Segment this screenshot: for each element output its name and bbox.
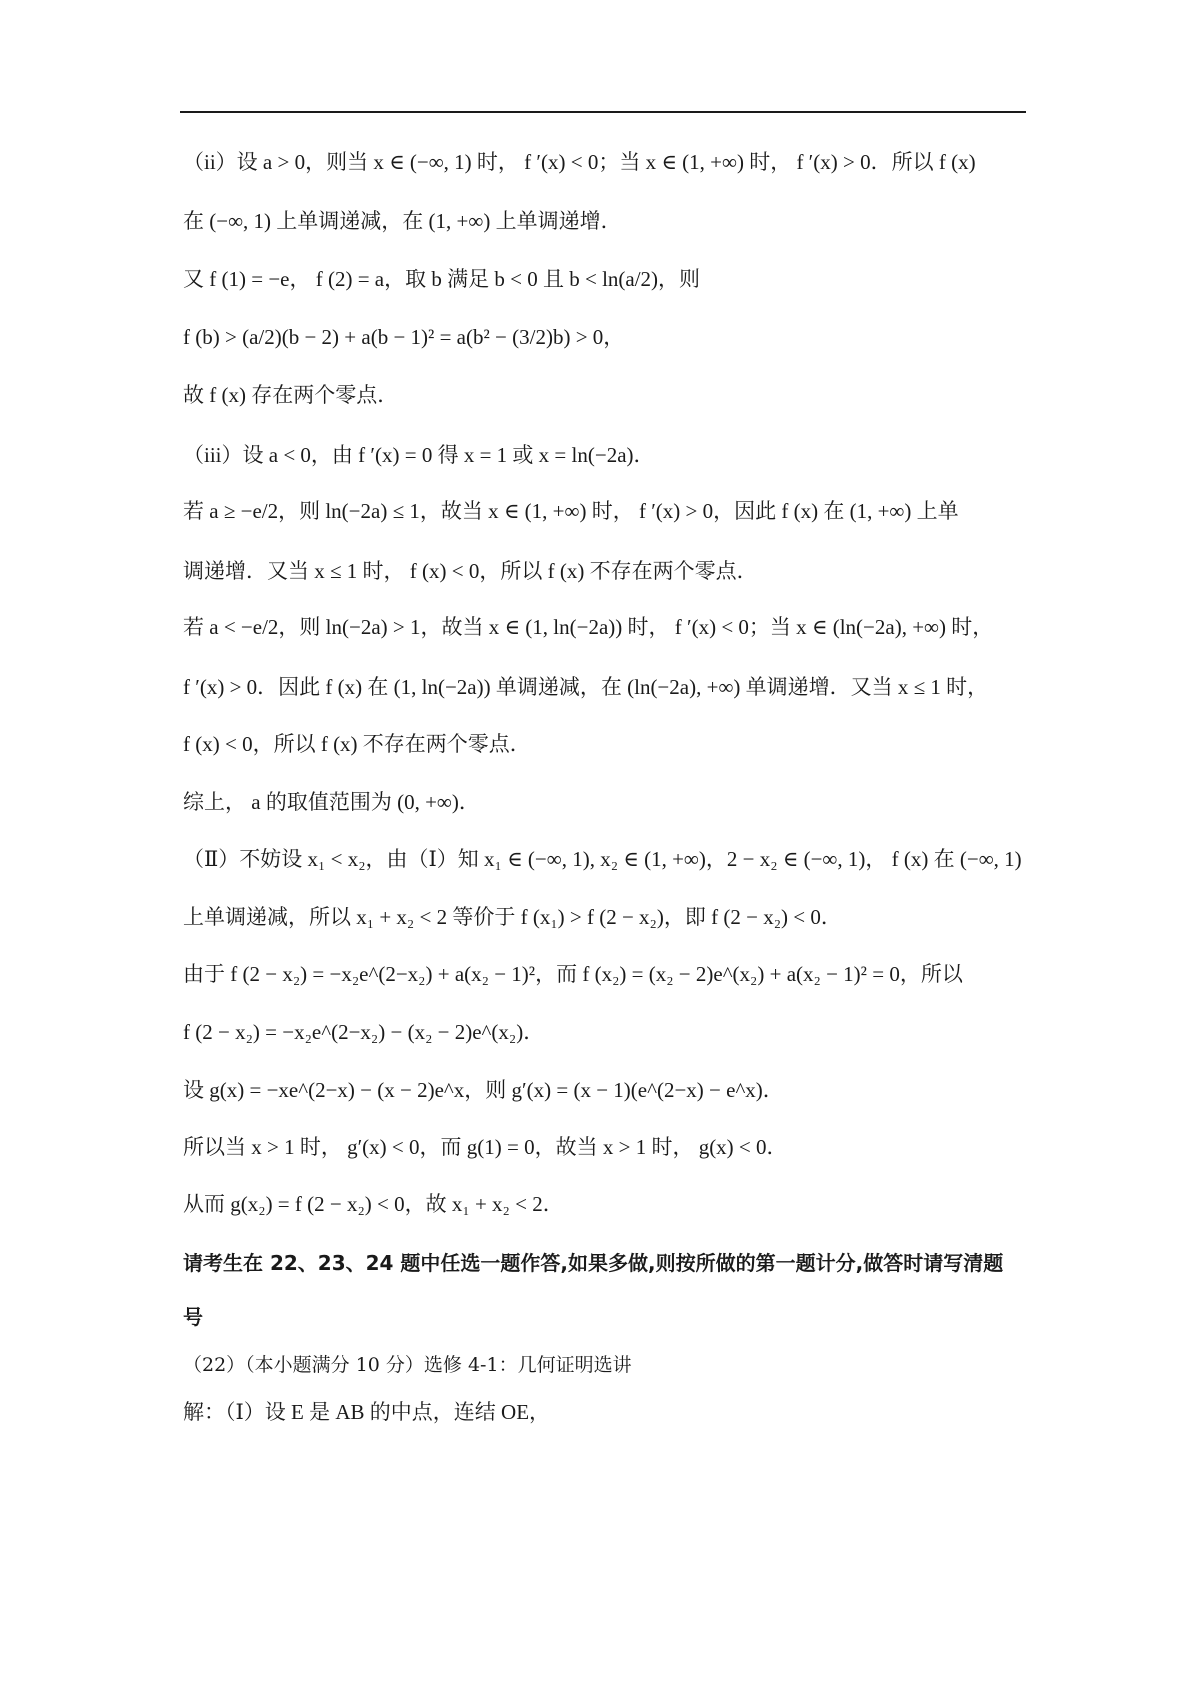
text-line-conclusion-range: 综上， a 的取值范围为 (0, +∞)． <box>183 790 480 814</box>
text-line-case-ii: （ii）设 a > 0，则当 x ∈ (−∞, 1) 时， f ′(x) < 0；当 x ∈ (1, +∞) 时， f ′(x) > 0．所以 f (x) <box>183 150 976 174</box>
text-line-define-g: 设 g(x) = −xe^(2−x) − (x − 2)e^x，则 g′(x) = (x − 1)(e^(2−x) − e^x)． <box>183 1078 784 1102</box>
question-22-heading: （22）（本小题满分 10 分）选修 4-1：几何证明选讲 <box>183 1354 632 1376</box>
text-line-g-sign: 所以当 x > 1 时， g′(x) < 0，而 g(1) = 0，故当 x > 1 时， g(x) < 0． <box>183 1135 788 1159</box>
text-line-f-b-inequality: f (b) > (a/2)(b − 2) + a(b − 1)² = a(b² − (3/2)b) > 0， <box>183 325 625 349</box>
text-line-part-ii: （Ⅱ）不妨设 x₁ < x₂，由（Ⅰ）知 x₁ ∈ (−∞, 1), x₂ ∈ (1, +∞)，2 − x₂ ∈ (−∞, 1)， f (x) 在 (−∞, 1) <box>183 847 1022 871</box>
text-line-case-iii-a-cont: 调递增．又当 x ≤ 1 时， f (x) < 0，所以 f (x) 不存在两个零点． <box>183 559 758 583</box>
text-line-part-ii-expression: f (2 − x₂) = −x₂e^(2−x₂) − (x₂ − 2)e^(x₂)． <box>183 1020 545 1044</box>
question-22-solution-start: 解：（Ⅰ）设 E 是 AB 的中点，连结 OE， <box>183 1400 551 1424</box>
instruction-line-cont: 号 <box>183 1305 203 1329</box>
text-line-case-iii: （iii）设 a < 0，由 f ′(x) = 0 得 x = 1 或 x = ln(−2a)． <box>183 443 655 467</box>
instruction-line: 请考生在 22、23、24 题中任选一题作答,如果多做,则按所做的第一题计分,做答时请写清题 <box>183 1251 1004 1275</box>
text-line-part-ii-equiv: 上单调递减，所以 x₁ + x₂ < 2 等价于 f (x₁) > f (2 − x₂)，即 f (2 − x₂) < 0． <box>183 905 842 929</box>
text-line-case-iii-b-cont: f ′(x) > 0．因此 f (x) 在 (1, ln(−2a)) 单调递减，在 (ln(−2a), +∞) 单调递增．又当 x ≤ 1 时， <box>183 675 989 699</box>
text-line-case-iii-b: 若 a < −e/2，则 ln(−2a) > 1，故当 x ∈ (1, ln(−2a)) 时， f ′(x) < 0；当 x ∈ (ln(−2a), +∞) 时， <box>183 615 994 639</box>
text-line-case-iii-a: 若 a ≥ −e/2，则 ln(−2a) ≤ 1，故当 x ∈ (1, +∞) 时， f ′(x) > 0，因此 f (x) 在 (1, +∞) 上单 <box>183 499 959 523</box>
text-line-two-zeros: 故 f (x) 存在两个零点． <box>183 383 399 407</box>
text-line-case-iii-b-end: f (x) < 0，所以 f (x) 不存在两个零点． <box>183 732 531 756</box>
text-line-monotonic-ii: 在 (−∞, 1) 上单调递减，在 (1, +∞) 上单调递增． <box>183 209 622 233</box>
text-line-final: 从而 g(x₂) = f (2 − x₂) < 0，故 x₁ + x₂ < 2． <box>183 1192 564 1216</box>
header-rule <box>180 111 1026 113</box>
text-line-choose-b: 又 f (1) = −e， f (2) = a，取 b 满足 b < 0 且 b < ln(a/2)，则 <box>183 267 701 291</box>
text-line-part-ii-since: 由于 f (2 − x₂) = −x₂e^(2−x₂) + a(x₂ − 1)²，而 f (x₂) = (x₂ − 2)e^(x₂) + a(x₂ − 1)² = 0，所以 <box>183 962 963 986</box>
